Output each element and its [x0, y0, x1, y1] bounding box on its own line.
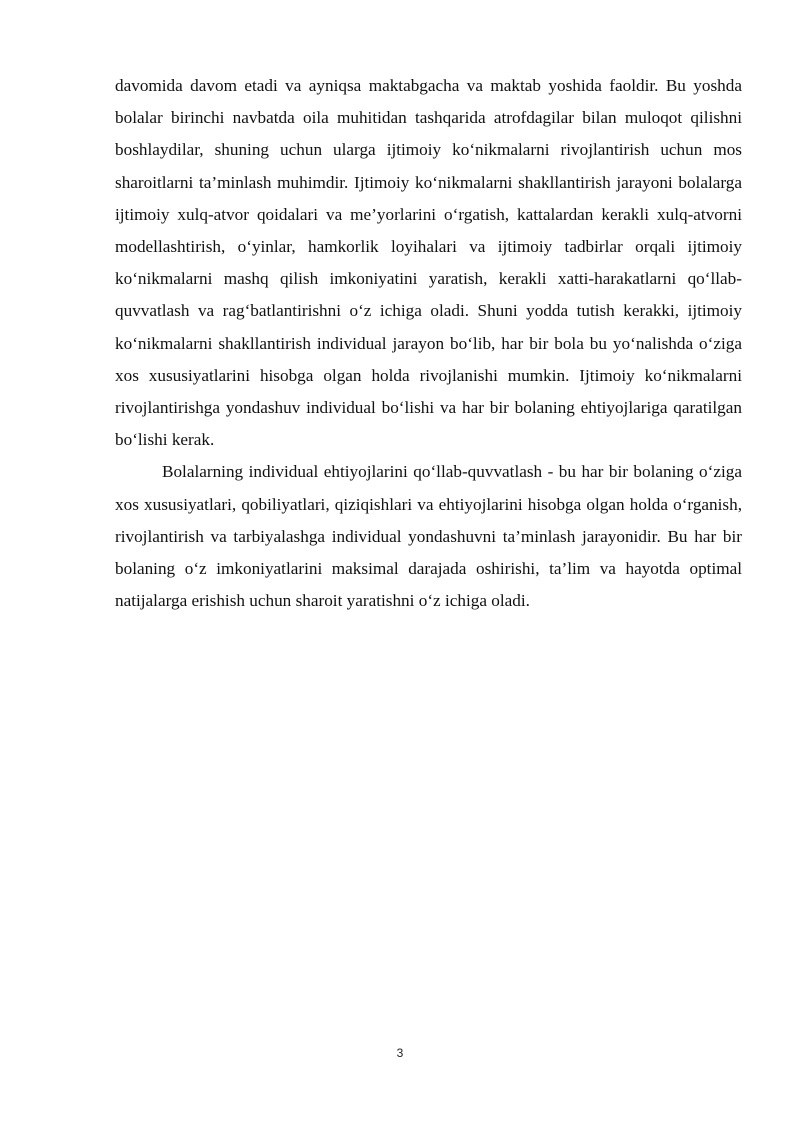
- paragraph-continuation: davomida davom etadi va ayniqsa maktabgacha va maktab yoshida faoldir. Bu yoshda bolalar birinchi navbatda oila muhitidan tashqarida atrofdagilar bilan muloqot qilishni boshlaydilar, shuning uchun ularga ijtimoiy ko‘nikmalarni rivojlantirish uchun mos sharoitlarni ta’minlash muhimdir. Ijtimoiy ko‘nikmalarni shakllantirish jarayoni bolalarga ijtimoiy xulq-atvor qoidalari va me’yorlarini o‘rgatish, kattalardan kerakli xulq-atvorni modellashtirish, o‘yinlar, hamkorlik loyihalari va ijtimoiy tadbirlar orqali ijtimoiy ko‘nikmalarni mashq qilish imkoniyatini yaratish, kerakli xatti-harakatlarni qo‘llab-quvvatlash va rag‘batlantirishni o‘z ichiga oladi. Shuni yodda tutish kerakki, ijtimoiy ko‘nikmalarni shakllantirish individual jarayon bo‘lib, har bir bola bu yo‘nalishda o‘ziga xos xususiyatlarini hisobga olgan holda rivojlanishi mumkin. Ijtimoiy ko‘nikmalarni rivojlantirishga yondashuv individual bo‘lishi va har bir bolaning ehtiyojlariga qaratilgan bo‘lishi kerak.: [115, 76, 742, 450]
- body-text: [115, 70, 742, 617]
- page-number: 3: [396, 1046, 404, 1060]
- paragraph-individual-needs: Bolalarning individual ehtiyojlarini qo‘llab-quvvatlash - bu har bir bolaning o‘ziga xos xususiyatlari, qobiliyatlari, qiziqishlari va ehtiyojlarini hisobga olgan holda o‘rganish, rivojlantirish va tarbiyalashga individual yondashuvni ta’minlash jarayonidir. Bu har bir bolaning o‘z imkoniyatlarini maksimal darajada oshirishi, ta’lim va hayotda optimal natijalarga erishish uchun sharoit yaratishni o‘z ichiga oladi.: [115, 462, 742, 611]
